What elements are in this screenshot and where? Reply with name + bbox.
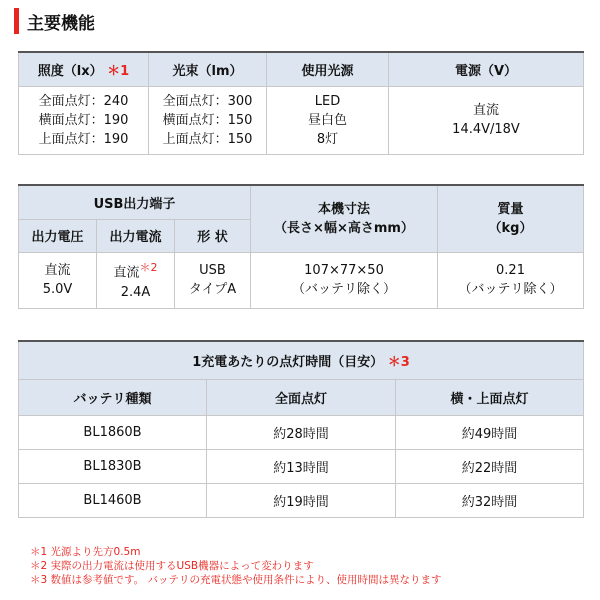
- header-current: 出力電流: [97, 219, 175, 252]
- cell-side-time: 約22時間: [396, 449, 584, 483]
- header-voltage: 出力電圧: [19, 219, 97, 252]
- cell-voltage: 直流 5.0V: [19, 252, 97, 308]
- header-lumen: 光束（lm）: [149, 52, 267, 86]
- footnote-2: ＊2 実際の出力電流は使用するUSB機器によって変わります: [30, 560, 314, 572]
- cell-current: 直流$^{*2}$ 2.4A: [97, 252, 175, 308]
- header-size: 本機寸法 （長さ×幅×高さmm）: [251, 185, 438, 252]
- header-mass: 質量 （kg）: [438, 185, 584, 252]
- spec-table-main: [18, 51, 584, 155]
- runtime-table-title: 1充電あたりの点灯時間（目安） ＊3: [19, 341, 584, 379]
- footnotes: [30, 545, 442, 587]
- header-illuminance: 照度（lx） ＊1: [19, 52, 149, 86]
- cell-power: 直流 14.4V/18V: [389, 86, 584, 154]
- table-row: [19, 415, 584, 449]
- cell-side-time: 約49時間: [396, 415, 584, 449]
- header-usb: USB出力端子: [19, 185, 251, 219]
- title-accent-bar: [14, 8, 19, 34]
- header-shape: 形 状: [175, 219, 251, 252]
- footnote-3: ＊3 数値は参考値です。 バッテリの充電状態や使用条件により、使用時間は異なります: [30, 574, 442, 586]
- footnote-1: ＊1 光源より先方0.5m: [30, 546, 141, 558]
- header-full-light: 全面点灯: [207, 379, 396, 415]
- header-side-top-light: 横・上面点灯: [396, 379, 584, 415]
- header-battery-type: バッテリ種類: [19, 379, 207, 415]
- cell-size: 107×77×50 （バッテリ除く）: [251, 252, 438, 308]
- header-light-source: 使用光源: [267, 52, 389, 86]
- note-mark-1: ＊1: [107, 63, 130, 79]
- note-mark-3: ＊3: [387, 354, 410, 370]
- cell-side-time: 約32時間: [396, 483, 584, 517]
- cell-battery: BL1460B: [19, 483, 207, 517]
- cell-light-source: LED 昼白色 8灯: [267, 86, 389, 154]
- cell-full-time: 約28時間: [207, 415, 396, 449]
- cell-shape: USB タイプA: [175, 252, 251, 308]
- page-title: 主要機能: [27, 13, 95, 34]
- cell-full-time: 約19時間: [207, 483, 396, 517]
- cell-full-time: 約13時間: [207, 449, 396, 483]
- cell-battery: BL1860B: [19, 415, 207, 449]
- note-mark-2: ＊2: [139, 261, 158, 275]
- header-power: 電源（V）: [389, 52, 584, 86]
- table-row: [19, 449, 584, 483]
- cell-mass: 0.21 （バッテリ除く）: [438, 252, 584, 308]
- cell-lumen: 全面点灯：300 横面点灯：150 上面点灯：150: [149, 86, 267, 154]
- table-row: [19, 483, 584, 517]
- runtime-table: [18, 340, 584, 518]
- cell-battery: BL1830B: [19, 449, 207, 483]
- cell-illuminance: 全面点灯：240 横面点灯：190 上面点灯：190: [19, 86, 149, 154]
- spec-table-usb: [18, 184, 584, 309]
- section-title: [14, 8, 95, 34]
